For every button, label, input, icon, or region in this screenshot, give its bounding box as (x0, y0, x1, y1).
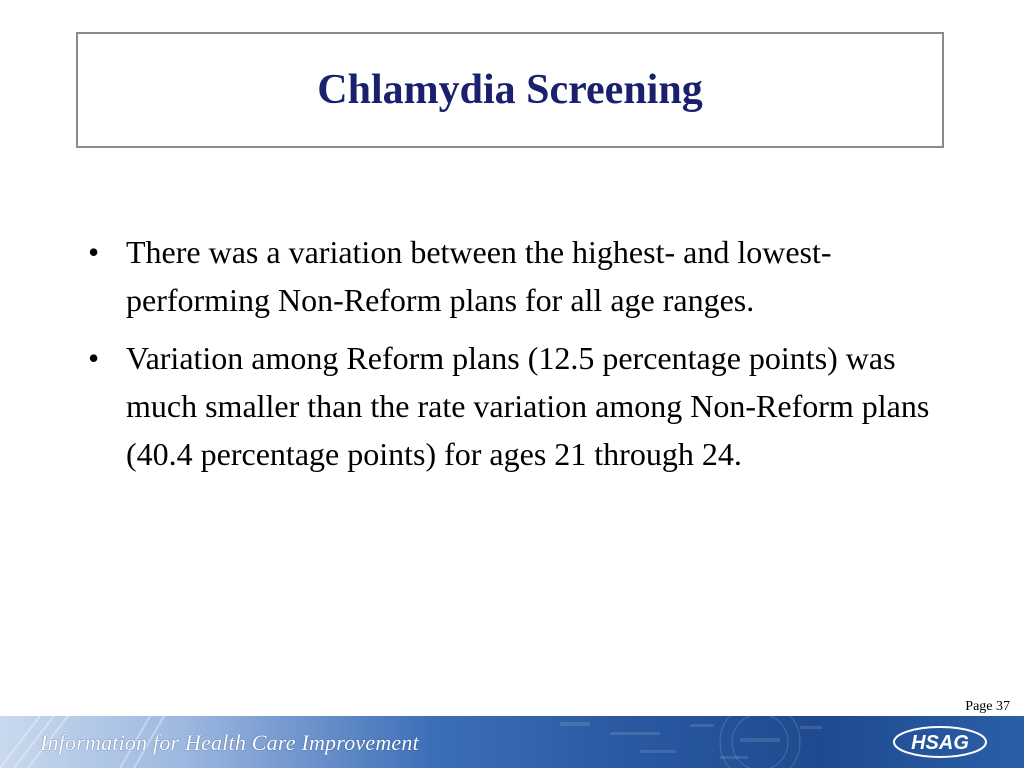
bullet-list (86, 228, 956, 488)
bullet-item (86, 334, 956, 478)
page-number: Page 37 (965, 699, 1010, 714)
bullet-text: Variation among Reform plans (12.5 percentage points) was much smaller than the rate variation among Non-Reform plans (40.4 percentage points) for ages 21 through 24. (126, 340, 930, 472)
hsag-logo (892, 725, 988, 759)
title-box (76, 32, 944, 148)
bullet-icon: • (88, 234, 100, 270)
slide-title: Chlamydia Screening (317, 67, 703, 113)
bullet-text: There was a variation between the highest- and lowest-performing Non-Reform plans for all age ranges. (126, 234, 832, 318)
footer-tagline: Information for Health Care Improvement (40, 730, 419, 755)
bullet-icon: • (88, 340, 100, 376)
bullet-item (86, 228, 956, 324)
hsag-logo-text: HSAG (911, 732, 969, 754)
footer-banner (0, 716, 1024, 768)
